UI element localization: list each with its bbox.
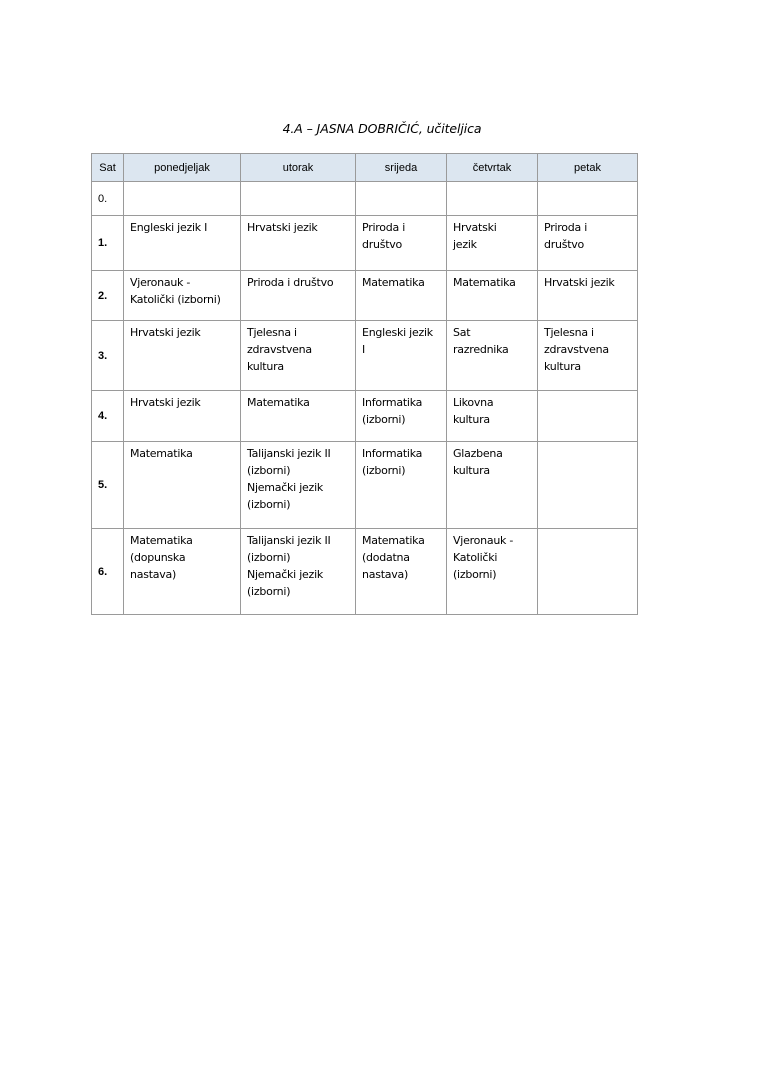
lesson-cell: Hrvatski jezik: [241, 216, 356, 271]
table-row: [92, 271, 638, 321]
header-srijeda: srijeda: [356, 154, 447, 182]
lesson-cell: [124, 182, 241, 216]
header-cetvrtak: četvrtak: [447, 154, 538, 182]
lesson-cell: Talijanski jezik II (izborni) Njemački jezik (izborni): [241, 442, 356, 529]
lesson-cell: Likovna kultura: [447, 391, 538, 442]
table-row: [92, 182, 638, 216]
lesson-cell: Matematika (dopunska nastava): [124, 529, 241, 615]
lesson-cell: Engleski jezik I: [124, 216, 241, 271]
lesson-cell: [538, 391, 638, 442]
lesson-cell: [241, 182, 356, 216]
header-row: [92, 154, 638, 182]
lesson-cell: Glazbena kultura: [447, 442, 538, 529]
page-title: 4.A – JASNA DOBRIČIĆ, učiteljica: [282, 121, 482, 136]
table-row: [92, 216, 638, 271]
lesson-cell: Priroda i društvo: [356, 216, 447, 271]
lesson-cell: Informatika (izborni): [356, 442, 447, 529]
lesson-cell: [356, 182, 447, 216]
period-number: 0.: [92, 182, 124, 216]
lesson-cell: Matematika: [124, 442, 241, 529]
lesson-cell: Hrvatski jezik: [538, 271, 638, 321]
period-number: 3.: [92, 321, 124, 391]
header-petak: petak: [538, 154, 638, 182]
lesson-cell: Priroda i društvo: [241, 271, 356, 321]
lesson-cell: Talijanski jezik II (izborni) Njemački jezik (izborni): [241, 529, 356, 615]
table-row: [92, 529, 638, 615]
period-number: 1.: [92, 216, 124, 271]
lesson-cell: Hrvatski jezik: [124, 391, 241, 442]
lesson-cell: Matematika: [447, 271, 538, 321]
lesson-cell: Informatika (izborni): [356, 391, 447, 442]
period-number: 6.: [92, 529, 124, 615]
lesson-cell: Priroda i društvo: [538, 216, 638, 271]
lesson-cell: Matematika: [356, 271, 447, 321]
period-number: 5.: [92, 442, 124, 529]
period-number: 4.: [92, 391, 124, 442]
lesson-cell: Tjelesna i zdravstvena kultura: [241, 321, 356, 391]
lesson-cell: Engleski jezik I: [356, 321, 447, 391]
lesson-cell: Vjeronauk - Katolički (izborni): [447, 529, 538, 615]
header-ponedjeljak: ponedjeljak: [124, 154, 241, 182]
lesson-cell: Tjelesna i zdravstvena kultura: [538, 321, 638, 391]
header-utorak: utorak: [241, 154, 356, 182]
table-row: [92, 321, 638, 391]
lesson-cell: [538, 529, 638, 615]
table-row: [92, 391, 638, 442]
lesson-cell: Hrvatski jezik: [124, 321, 241, 391]
header-sat: Sat: [92, 154, 124, 182]
table-row: [92, 442, 638, 529]
schedule-table: [91, 153, 638, 615]
lesson-cell: Matematika (dodatna nastava): [356, 529, 447, 615]
lesson-cell: Matematika: [241, 391, 356, 442]
lesson-cell: Vjeronauk - Katolički (izborni): [124, 271, 241, 321]
lesson-cell: Hrvatski jezik: [447, 216, 538, 271]
lesson-cell: [538, 442, 638, 529]
period-number: 2.: [92, 271, 124, 321]
lesson-cell: Sat razrednika: [447, 321, 538, 391]
lesson-cell: [447, 182, 538, 216]
lesson-cell: [538, 182, 638, 216]
